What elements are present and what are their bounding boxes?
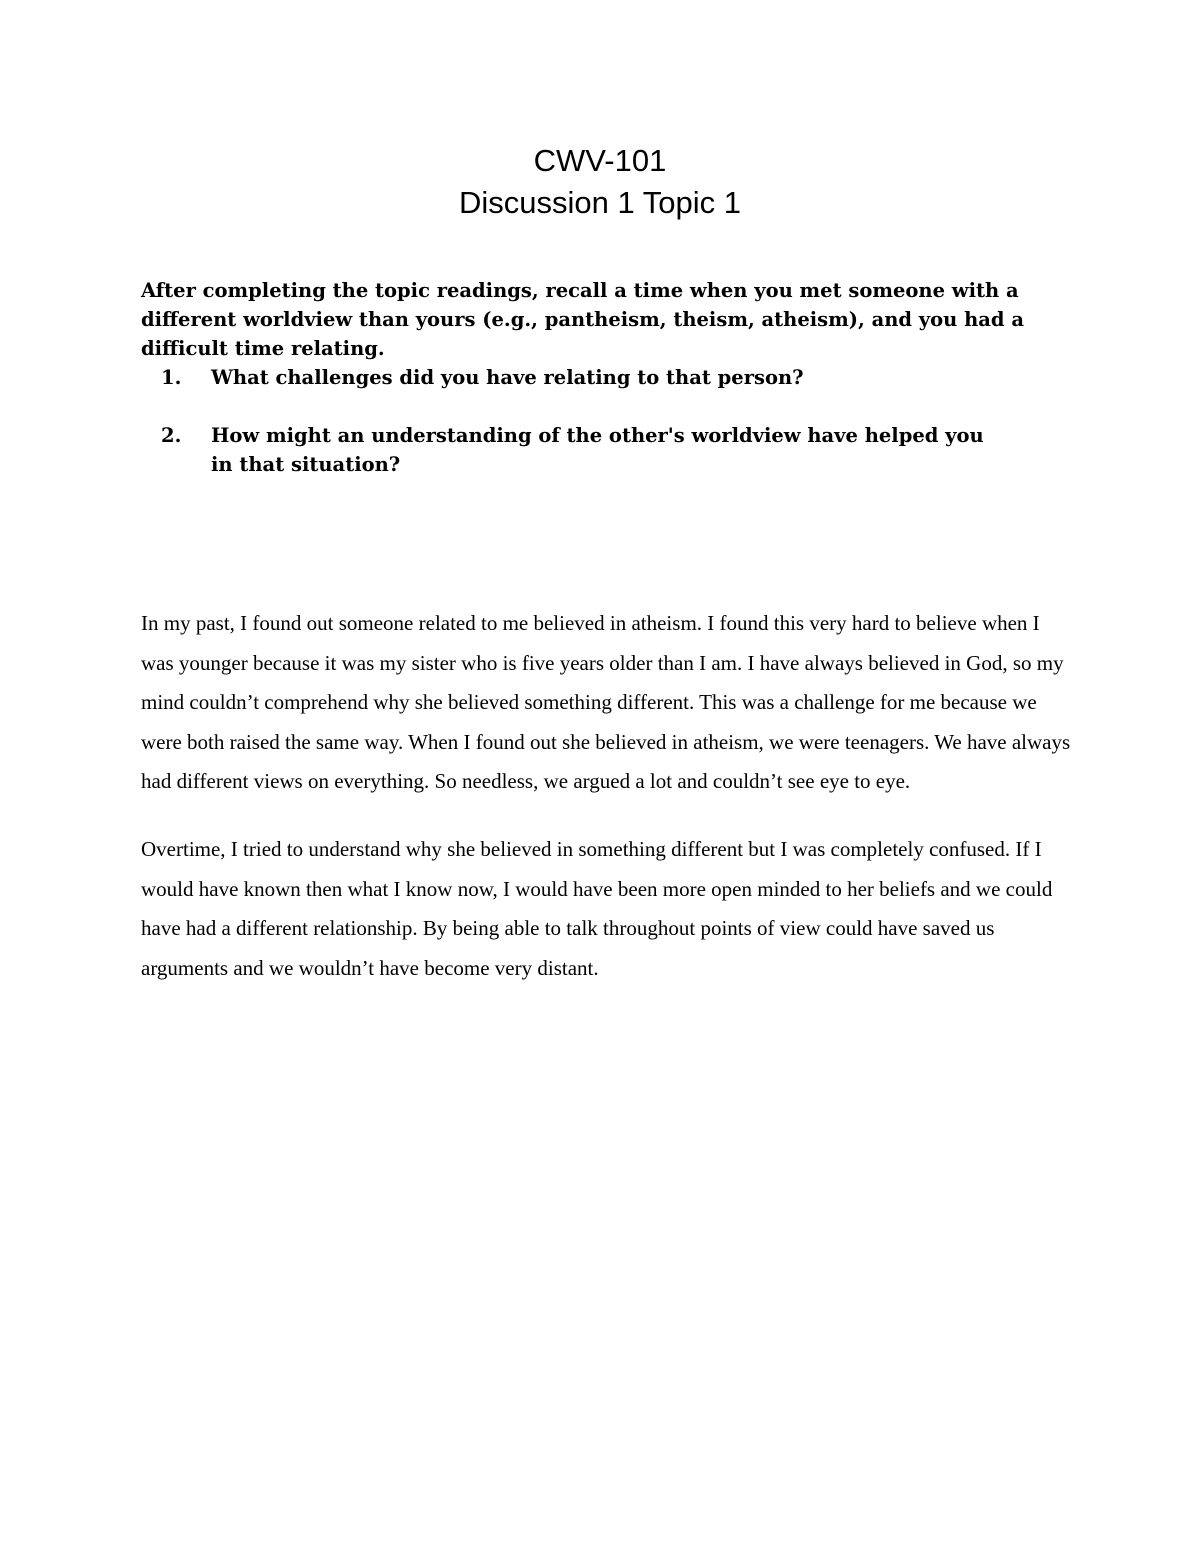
discussion-topic-title: Discussion 1 Topic 1 [458,185,741,220]
question-text: How might an understanding of the other's worldview have helped you in that situation? [211,424,984,476]
discussion-response [141,604,1071,988]
response-paragraph-1: In my past, I found out someone related to me believed in atheism. I found this very hard to believe when I was younger because it was my sister who is five years older than I am. I have always believed in God, so my mind couldn’t comprehend why she believed something different. This was a challenge for me because we were both raised the same way. When I found out she believed in atheism, we were teenagers. We have always had different views on everything. So needless, we argued a lot and couldn’t see eye to eye. [141,611,1071,794]
document-title [0,140,1200,224]
question-item-1 [141,363,1041,392]
response-paragraph-2: Overtime, I tried to understand why she believed in something different but I was completely confused. If I would have known then what I know now, I would have been more open minded to her beliefs and we could have had a different relationship. By being able to talk throughout points of view could have saved us arguments and we wouldn’t have become very distant. [141,836,1053,980]
question-text: What challenges did you have relating to that person? [211,366,804,389]
question-item-2 [141,421,1041,479]
question-number: 1. [161,366,182,389]
course-code: CWV-101 [533,143,667,178]
prompt-intro: After completing the topic readings, recall a time when you met someone with a different worldview than yours (e.g., pantheism, theism, atheism), and you had a difficult time relating. [141,279,1024,360]
discussion-prompt [141,276,1041,479]
question-number: 2. [161,424,182,447]
question-list [141,363,1041,479]
